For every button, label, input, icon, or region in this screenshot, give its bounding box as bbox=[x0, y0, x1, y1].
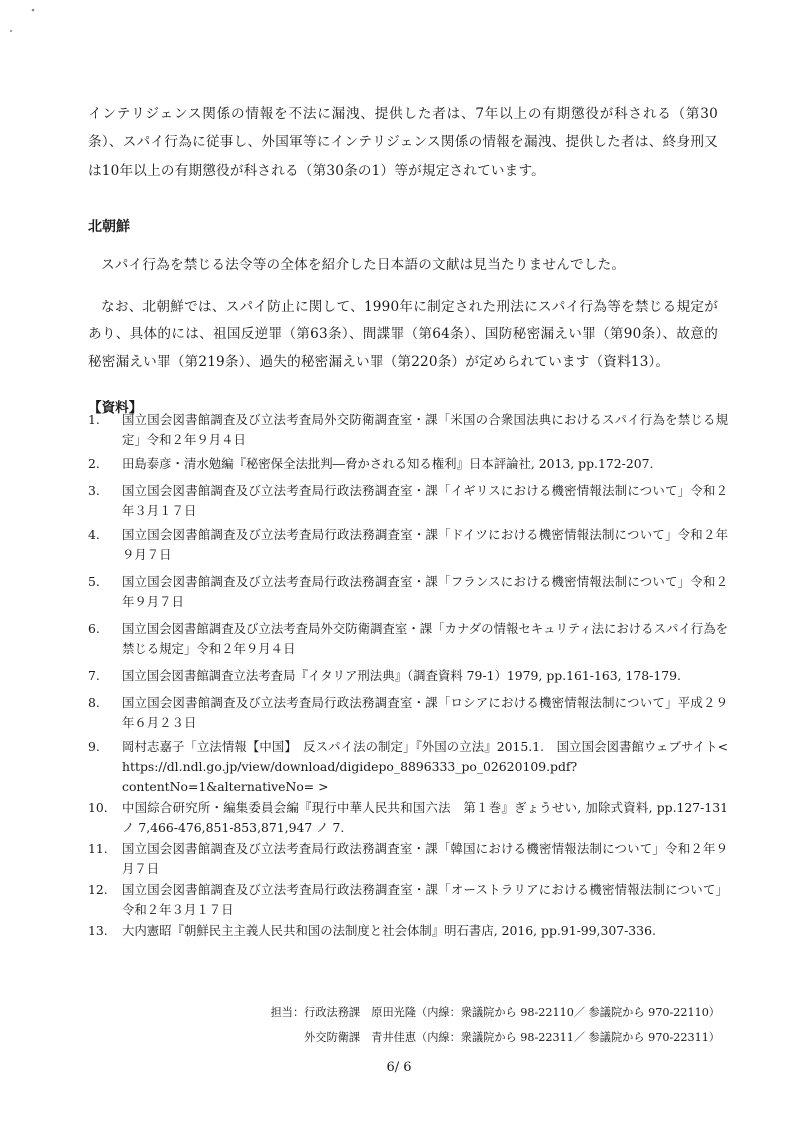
reference-number: 10. bbox=[88, 800, 108, 815]
section-paragraph: スパイ行為を禁じる法令等の全体を紹介した日本語の文献は見当たりませんでした。 bbox=[101, 256, 626, 273]
contact-line: 外交防衛課 青井佳恵（内線：衆議院から 98-22311／ 参議院から 970-22311） bbox=[304, 1031, 720, 1044]
contact-line: 担当：行政法務課 原田光隆（内線：衆議院から 98-22110／ 参議院から 970-22110） bbox=[270, 1006, 720, 1019]
reference-text: 大内憲昭『朝鮮民主主義人民共和国の法制度と社会体制』明石書店, 2016, pp.91-99,307-336. bbox=[122, 923, 656, 938]
reference-text: 国立国会図書館調査及び立法考査局行政法務調査室・課「フランスにおける機密情報法制について」令和２年９月７日 bbox=[122, 574, 728, 609]
reference-text: 中国綜合研究所・編集委員会編『現行中華人民共和国六法 第１巻』ぎょうせい, 加除式資料, pp.127-131 ノ 7,466-476,851-853,871,947 ノ 7. bbox=[122, 800, 728, 835]
reference-number: 9. bbox=[88, 739, 100, 754]
section-title: 北朝鮮 bbox=[88, 219, 130, 235]
reference-item bbox=[88, 737, 728, 797]
reference-text: 岡村志嘉子「立法情報【中国】 反スパイ法の制定」『外国の立法』2015.1. 国立国会図書館ウェブサイト< https://dl.ndl.go.jp/view/download/digidepo_8896333_po_02620109.pdf?contentNo=1&alternativeNo= > bbox=[122, 739, 728, 794]
scan-speck bbox=[10, 30, 12, 32]
reference-number: 1. bbox=[88, 412, 100, 427]
reference-text: 国立国会図書館調査及び立法考査局外交防衛調査室・課「カナダの情報セキュリティ法におけるスパイ行為を禁じる規定」令和２年９月４日 bbox=[122, 621, 728, 656]
intro-paragraph: インテリジェンス関係の情報を不法に漏洩、提供した者は、7年以上の有期懲役が科される（第30条）、スパイ行為に従事し、外国軍等にインテリジェンス関係の情報を漏洩、提供した者は、終身刑又は10年以上の有期懲役が科される（第30条の1）等が規定されています。 bbox=[88, 105, 718, 179]
scan-speck bbox=[32, 9, 35, 12]
reference-number: 11. bbox=[88, 841, 108, 856]
reference-item bbox=[88, 410, 728, 450]
reference-number: 2. bbox=[88, 456, 100, 471]
reference-text: 国立国会図書館調査立法考査局『イタリア刑法典』（調査資料 79-1）1979, pp.161-163, 178-179. bbox=[122, 668, 681, 683]
reference-number: 7. bbox=[88, 668, 100, 683]
reference-number: 3. bbox=[88, 483, 100, 498]
reference-number: 12. bbox=[88, 882, 108, 897]
reference-number: 6. bbox=[88, 621, 100, 636]
reference-text: 田島泰彦・清水勉編『秘密保全法批判―脅かされる知る権利』日本評論社, 2013, pp.172-207. bbox=[122, 456, 654, 471]
reference-text: 国立国会図書館調査及び立法考査局行政法務調査室・課「イギリスにおける機密情報法制について」令和２年３月１７日 bbox=[122, 483, 728, 518]
reference-text: 国立国会図書館調査及び立法考査局行政法務調査室・課「ドイツにおける機密情報法制について」令和２年９月７日 bbox=[122, 527, 728, 562]
reference-item bbox=[88, 572, 728, 612]
references-heading: 【資料】 bbox=[88, 400, 143, 416]
references-list bbox=[88, 410, 728, 941]
reference-item bbox=[88, 798, 728, 838]
reference-text: 国立国会図書館調査及び立法考査局行政法務調査室・課「ロシアにおける機密情報法制について」平成２９年６月２３日 bbox=[122, 695, 728, 730]
reference-text: 国立国会図書館調査及び立法考査局行政法務調査室・課「韓国における機密情報法制について」令和２年９月７日 bbox=[122, 841, 728, 876]
reference-item bbox=[88, 839, 728, 879]
reference-number: 4. bbox=[88, 527, 100, 542]
reference-item bbox=[88, 525, 728, 565]
reference-text: 国立国会図書館調査及び立法考査局外交防衛調査室・課「米国の合衆国法典におけるスパイ行為を禁じる規定」令和２年９月４日 bbox=[122, 412, 728, 447]
reference-number: 8. bbox=[88, 695, 100, 710]
reference-number: 5. bbox=[88, 574, 100, 589]
page-number: 6/ 6 bbox=[386, 1060, 412, 1075]
reference-text: 国立国会図書館調査及び立法考査局行政法務調査室・課「オーストラリアにおける機密情報法制について」令和２年３月１７日 bbox=[122, 882, 728, 917]
reference-item bbox=[88, 666, 728, 686]
section-paragraph: なお、北朝鮮では、スパイ防止に関して、1990年に制定された刑法にスパイ行為等を禁じる規定があり、具体的には、祖国反逆罪（第63条）、間諜罪（第64条）、国防秘密漏えい罪（第90条）、故意的秘密漏えい罪（第219条）、過失的秘密漏えい罪（第220条）が定められています（資料13）。 bbox=[88, 298, 718, 370]
reference-number: 13. bbox=[88, 923, 108, 938]
reference-item bbox=[88, 619, 728, 659]
reference-item bbox=[88, 454, 728, 474]
reference-item bbox=[88, 693, 728, 733]
reference-item bbox=[88, 880, 728, 920]
reference-item bbox=[88, 481, 728, 521]
reference-item bbox=[88, 921, 728, 941]
